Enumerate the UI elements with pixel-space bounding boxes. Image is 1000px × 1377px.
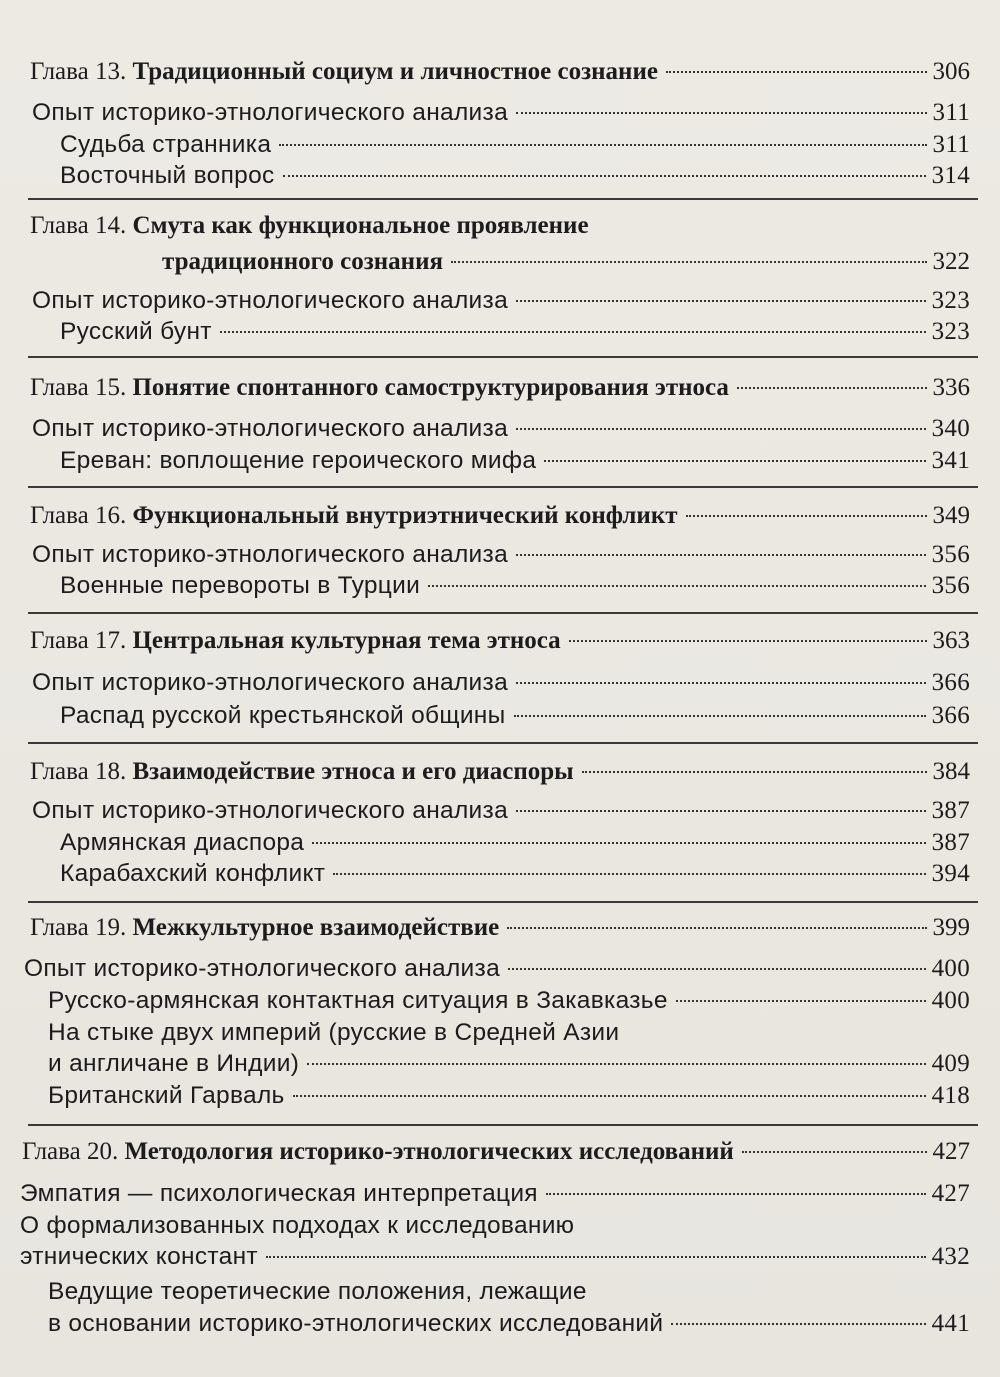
- item-text: Восточный вопрос: [60, 162, 275, 189]
- item-text: Армянская диаспора: [60, 829, 305, 856]
- dot-leader: [508, 968, 926, 970]
- separator-rule: [28, 486, 978, 488]
- dot-leader: [312, 842, 925, 844]
- toc-item: [20, 1180, 970, 1212]
- toc-item: [60, 162, 970, 194]
- chapter-title: Взаимодействие этноса и его диаспоры: [132, 758, 574, 785]
- page-number: 366: [931, 702, 970, 729]
- item-text: Опыт историко-этнологического анализа: [24, 955, 500, 982]
- item-text: Опыт историко-этнологического анализа: [32, 287, 508, 314]
- dot-leader: [686, 515, 927, 517]
- toc-item: [20, 1212, 970, 1244]
- chapter-label: Глава 17.: [30, 627, 127, 654]
- item-text: Опыт историко-этнологического анализа: [32, 797, 508, 824]
- item-text-continuation: в основании историко-этнологических исследований: [48, 1310, 664, 1337]
- dot-leader: [516, 810, 926, 812]
- item-text: Распад русской крестьянской общины: [60, 702, 506, 729]
- toc-item: [32, 99, 970, 131]
- page-number: 314: [931, 162, 970, 189]
- page-number: 427: [932, 1138, 970, 1165]
- toc-item: [60, 318, 970, 350]
- item-text: О формализованных подходах к исследованию: [20, 1212, 575, 1239]
- toc-item: [60, 829, 970, 861]
- dot-leader: [737, 387, 927, 389]
- page-number: 387: [931, 829, 970, 856]
- item-text: Британский Гарваль: [48, 1082, 285, 1109]
- separator-rule: [28, 612, 978, 614]
- page-number: 432: [931, 1243, 970, 1270]
- item-text: Ереван: воплощение героического мифа: [60, 447, 537, 474]
- dot-leader: [569, 640, 927, 642]
- item-text: Карабахский конфликт: [60, 860, 326, 887]
- dot-leader: [428, 585, 926, 587]
- toc-item: [32, 415, 970, 447]
- page-number: 418: [931, 1082, 970, 1109]
- dot-leader: [220, 331, 926, 333]
- item-text: Эмпатия — психологическая интерпретация: [20, 1180, 538, 1207]
- chapter-16-line: [30, 502, 970, 534]
- toc-item: [48, 1278, 970, 1310]
- dot-leader: [544, 460, 925, 462]
- chapter-18-line: [30, 758, 970, 790]
- dot-leader: [451, 261, 926, 263]
- dot-leader: [507, 927, 926, 929]
- dot-leader: [516, 112, 927, 114]
- page-number: 384: [932, 758, 970, 785]
- page-number: 400: [931, 987, 970, 1014]
- item-text: Опыт историко-этнологического анализа: [32, 99, 508, 126]
- dot-leader: [279, 144, 926, 146]
- chapter-title: Традиционный социум и личностное сознание: [132, 58, 658, 85]
- chapter-14-line: [30, 212, 970, 244]
- chapter-14-line-2: [162, 248, 970, 280]
- separator-rule: [28, 742, 978, 744]
- chapter-title: Центральная культурная тема этноса: [132, 627, 561, 654]
- page-number: 400: [931, 955, 970, 982]
- toc-item: [60, 447, 970, 479]
- toc-item: [48, 1082, 970, 1114]
- toc-item: [48, 987, 970, 1019]
- chapter-label: Глава 15.: [30, 374, 127, 401]
- page-number: 306: [932, 58, 970, 85]
- chapter-20-line: [22, 1138, 970, 1170]
- chapter-17-line: [30, 627, 970, 659]
- page-number: 340: [931, 415, 970, 442]
- page-number: 356: [931, 541, 970, 568]
- item-text: Ведущие теоретические положения, лежащие: [48, 1278, 587, 1305]
- page-number: 409: [931, 1050, 970, 1077]
- chapter-title: Методология историко-этнологических исследований: [124, 1138, 734, 1165]
- page-number: 323: [931, 287, 970, 314]
- toc-item-continuation: [48, 1310, 970, 1342]
- dot-leader: [742, 1151, 927, 1153]
- toc-item-continuation: [20, 1243, 970, 1275]
- item-text-continuation: и англичане в Индии): [48, 1050, 300, 1077]
- dot-leader: [546, 1193, 926, 1195]
- separator-rule: [28, 356, 978, 358]
- page-number: 427: [931, 1180, 970, 1207]
- chapter-19-line: [30, 914, 970, 946]
- dot-leader: [671, 1323, 925, 1325]
- page-number: 322: [932, 248, 970, 275]
- chapter-title: Понятие спонтанного самоструктурирования этноса: [132, 374, 729, 401]
- item-text: Русский бунт: [60, 318, 212, 345]
- dot-leader: [582, 771, 927, 773]
- dot-leader: [307, 1063, 925, 1065]
- toc-item: [48, 1019, 970, 1051]
- page-number: 349: [932, 502, 970, 529]
- page-number: 399: [932, 914, 970, 941]
- page-number: 387: [931, 797, 970, 824]
- dot-leader: [516, 682, 926, 684]
- page-number: 323: [931, 318, 970, 345]
- chapter-label: Глава 18.: [30, 758, 127, 785]
- toc-item: [32, 669, 970, 701]
- dot-leader: [666, 71, 927, 73]
- toc-item: [60, 702, 970, 734]
- chapter-title: Смута как функциональное проявление: [132, 212, 589, 239]
- dot-leader: [293, 1095, 926, 1097]
- toc-item-continuation: [48, 1050, 970, 1082]
- page-number: 394: [931, 860, 970, 887]
- toc-item: [60, 572, 970, 604]
- toc-item: [60, 131, 970, 163]
- toc-item: [32, 287, 970, 319]
- separator-rule: [28, 198, 978, 200]
- separator-rule: [28, 1124, 978, 1126]
- chapter-label: Глава 20.: [22, 1138, 119, 1165]
- dot-leader: [283, 175, 926, 177]
- item-text: Судьба странника: [60, 131, 272, 158]
- separator-rule: [28, 901, 978, 903]
- dot-leader: [516, 300, 926, 302]
- chapter-15-line: [30, 374, 970, 406]
- toc-item: [60, 860, 970, 892]
- item-text: Опыт историко-этнологического анализа: [32, 415, 508, 442]
- dot-leader: [516, 554, 926, 556]
- toc-item: [32, 541, 970, 573]
- chapter-title: Межкультурное взаимодействие: [132, 914, 500, 941]
- page-number: 366: [931, 669, 970, 696]
- toc-item: [24, 955, 970, 987]
- dot-leader: [266, 1256, 926, 1258]
- chapter-13-line: [30, 58, 970, 90]
- toc-item: [32, 797, 970, 829]
- item-text: На стыке двух империй (русские в Средней Азии: [48, 1019, 620, 1046]
- chapter-label: Глава 14.: [30, 212, 127, 239]
- page-number: 311: [932, 99, 970, 126]
- dot-leader: [333, 873, 925, 875]
- item-text: Военные перевороты в Турции: [60, 572, 421, 599]
- chapter-label: Глава 19.: [30, 914, 127, 941]
- page-number: 441: [931, 1310, 970, 1337]
- item-text: Опыт историко-этнологического анализа: [32, 669, 508, 696]
- page-number: 341: [931, 447, 970, 474]
- chapter-label: Глава 16.: [30, 502, 127, 529]
- chapter-title: Функциональный внутриэтнический конфликт: [132, 502, 678, 529]
- dot-leader: [516, 428, 926, 430]
- page-number: 356: [931, 572, 970, 599]
- page-number: 311: [932, 131, 970, 158]
- page-number: 363: [932, 627, 970, 654]
- dot-leader: [676, 1000, 926, 1002]
- chapter-title-continuation: традиционного сознания: [162, 248, 444, 275]
- item-text: Опыт историко-этнологического анализа: [32, 541, 508, 568]
- item-text: Русско-армянская контактная ситуация в Закавказье: [48, 987, 668, 1014]
- item-text-continuation: этнических констант: [20, 1243, 258, 1270]
- dot-leader: [514, 715, 926, 717]
- chapter-label: Глава 13.: [30, 58, 127, 85]
- page-number: 336: [932, 374, 970, 401]
